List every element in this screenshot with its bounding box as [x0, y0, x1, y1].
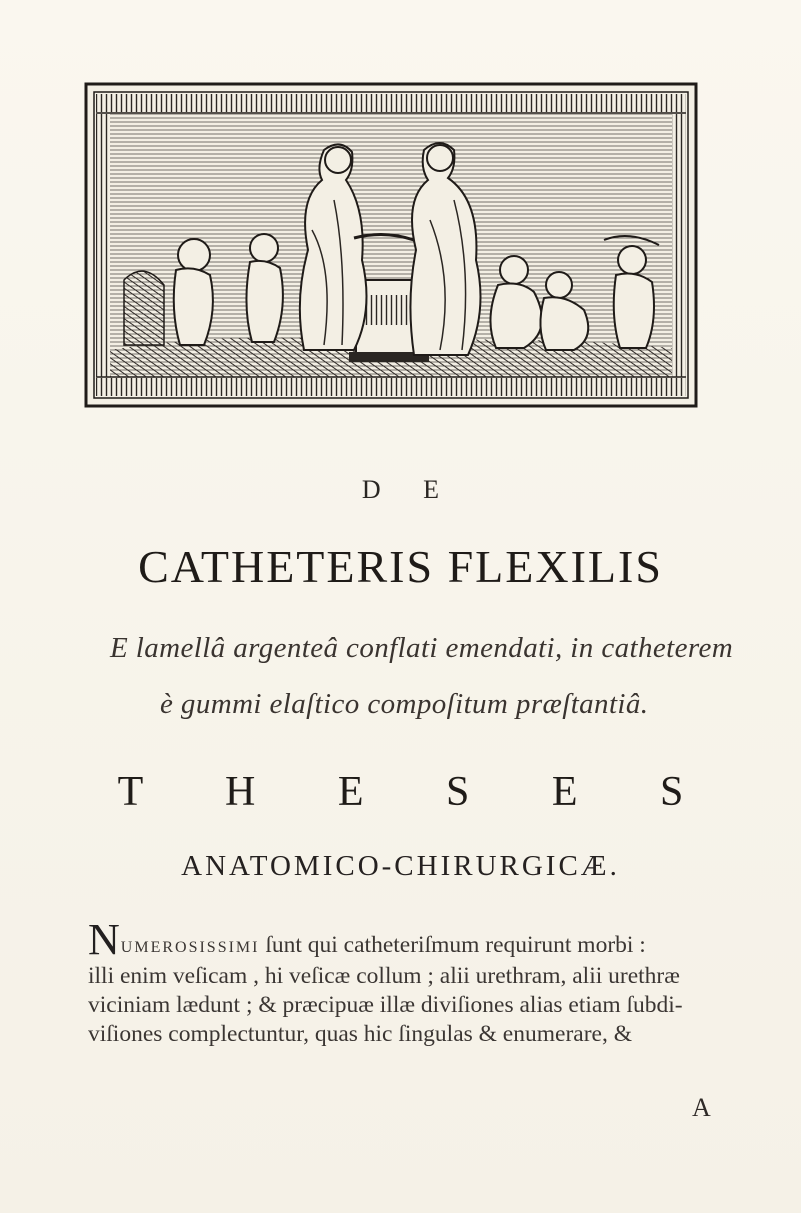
engraved-headpiece-icon [84, 80, 698, 410]
body-line-2: illi enim veſicam , hi veſicæ collum ; alii urethram, alii urethræ [88, 963, 680, 989]
smallcaps-word: UMEROSISSIMI [120, 939, 260, 956]
catchword: A [692, 1093, 711, 1122]
body-line-4: viſiones complectuntur, quas hic ſingulas & enumerare, & [88, 1021, 632, 1047]
theses-heading: T H E S E S [117, 769, 720, 815]
anatomico-heading: ANATOMICO-CHIRURGICÆ. [181, 850, 620, 882]
subtitle-line-1: E lamellâ argenteâ conflati emendati, in catheterem [110, 632, 734, 664]
drop-cap: N [88, 915, 120, 964]
page-title: CATHETERIS FLEXILIS [138, 541, 663, 592]
body-line-1 [88, 915, 728, 964]
body-line-3: viciniam lædunt ; & præcipuæ illæ diviſiones alias etiam ſubdi- [88, 992, 683, 1018]
title-de: D E [361, 475, 458, 504]
body-line-1-rest: ſunt qui catheteriſmum requirunt morbi : [259, 932, 646, 958]
body-paragraph [88, 915, 728, 1049]
subtitle-line-2: è gummi elaſtico compoſitum præſtantiâ. [160, 688, 649, 720]
